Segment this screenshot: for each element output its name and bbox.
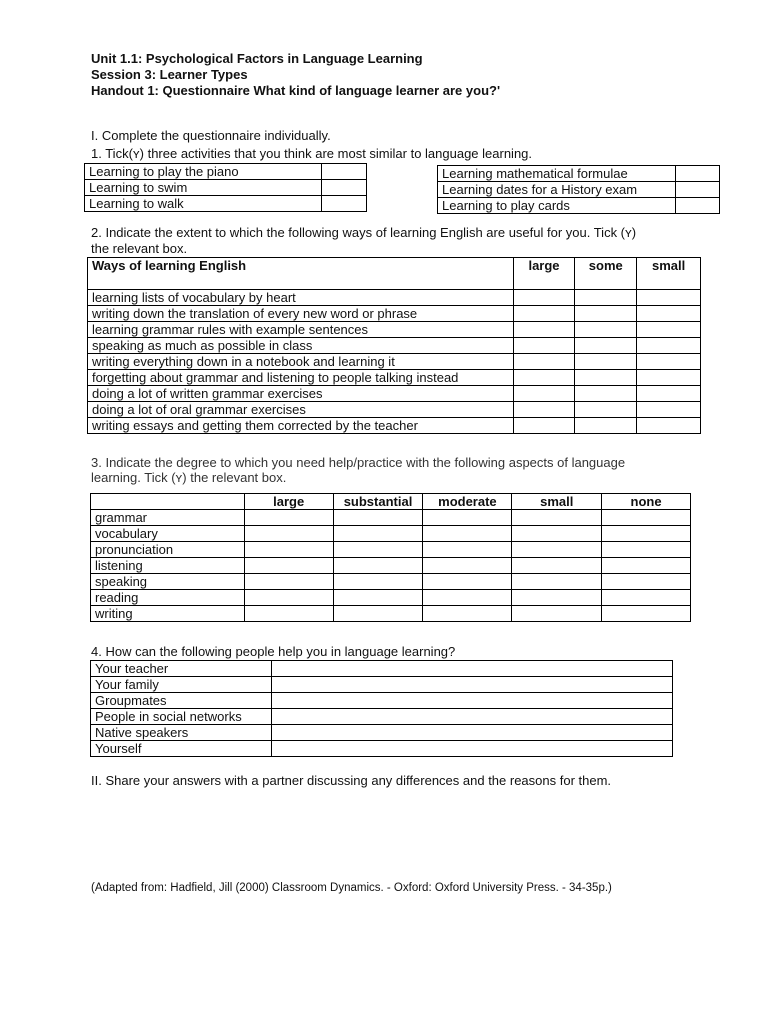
tick-box[interactable] xyxy=(637,290,701,306)
table-row xyxy=(91,590,691,606)
table-row xyxy=(91,725,673,741)
unit-title: Unit 1.1: Psychological Factors in Language Learning xyxy=(91,51,423,66)
tick-box[interactable] xyxy=(513,338,575,354)
tick-box[interactable] xyxy=(513,418,575,434)
aspect-label: listening xyxy=(91,558,245,574)
tick-box[interactable] xyxy=(675,166,720,182)
tick-box[interactable] xyxy=(637,306,701,322)
table-row xyxy=(91,526,691,542)
tick-box[interactable] xyxy=(575,338,637,354)
tick-box[interactable] xyxy=(575,418,637,434)
tick-box[interactable] xyxy=(575,322,637,338)
table-row xyxy=(438,182,720,198)
way-label: writing everything down in a notebook and learning it xyxy=(88,354,514,370)
tick-box[interactable] xyxy=(575,386,637,402)
tick-box[interactable] xyxy=(423,526,512,542)
tick-box[interactable] xyxy=(575,290,637,306)
part1-heading: I. Complete the questionnaire individually. xyxy=(91,128,331,143)
tick-box[interactable] xyxy=(512,590,602,606)
tick-box[interactable] xyxy=(244,574,333,590)
table-row xyxy=(88,402,701,418)
col-header-ways: Ways of learning English xyxy=(88,258,514,290)
tick-box[interactable] xyxy=(602,606,691,622)
tick-box[interactable] xyxy=(637,418,701,434)
handout-title: Handout 1: Questionnaire What kind of language learner are you?' xyxy=(91,83,501,98)
tick-box[interactable] xyxy=(513,290,575,306)
tick-box[interactable] xyxy=(513,354,575,370)
col-header-none: none xyxy=(602,494,691,510)
way-label: writing down the translation of every new word or phrase xyxy=(88,306,514,322)
answer-cell[interactable] xyxy=(271,677,672,693)
table-row xyxy=(88,306,701,322)
tick-box[interactable] xyxy=(512,542,602,558)
source-citation: (Adapted from: Hadfield, Jill (2000) Classroom Dynamics. - Oxford: Oxford University Press. - 34-35p.) xyxy=(91,882,612,894)
aspect-label: grammar xyxy=(91,510,245,526)
activity-label: Learning to play the piano xyxy=(85,164,322,180)
tick-box[interactable] xyxy=(423,558,512,574)
tick-box[interactable] xyxy=(423,590,512,606)
answer-cell[interactable] xyxy=(271,741,672,757)
activity-label: Learning mathematical formulae xyxy=(438,166,676,182)
q2-text-line2: the relevant box. xyxy=(91,241,188,256)
way-label: learning lists of vocabulary by heart xyxy=(88,290,514,306)
tick-box[interactable] xyxy=(637,322,701,338)
tick-box[interactable] xyxy=(322,180,367,196)
tick-box[interactable] xyxy=(512,510,602,526)
person-label: Yourself xyxy=(91,741,272,757)
col-header-moderate: moderate xyxy=(423,494,512,510)
q2-table xyxy=(87,257,701,434)
tick-box[interactable] xyxy=(244,606,333,622)
tick-box[interactable] xyxy=(637,338,701,354)
tick-box[interactable] xyxy=(602,590,691,606)
table-row xyxy=(88,418,701,434)
table-row xyxy=(91,558,691,574)
way-label: speaking as much as possible in class xyxy=(88,338,514,354)
q4-text: 4. How can the following people help you in language learning? xyxy=(91,644,456,659)
tick-box[interactable] xyxy=(513,402,575,418)
tick-box[interactable] xyxy=(602,558,691,574)
table-row xyxy=(438,198,720,214)
tick-box[interactable] xyxy=(512,526,602,542)
table-row xyxy=(91,510,691,526)
col-header-small: small xyxy=(637,258,701,290)
person-label: Native speakers xyxy=(91,725,272,741)
tick-box[interactable] xyxy=(333,542,423,558)
way-label: doing a lot of oral grammar exercises xyxy=(88,402,514,418)
tick-box[interactable] xyxy=(575,354,637,370)
tick-box[interactable] xyxy=(423,606,512,622)
tick-box[interactable] xyxy=(512,558,602,574)
person-label: Your teacher xyxy=(91,661,272,677)
activity-label: Learning to swim xyxy=(85,180,322,196)
table-row xyxy=(438,166,720,182)
activity-label: Learning to play cards xyxy=(438,198,676,214)
answer-cell[interactable] xyxy=(271,661,672,677)
q2-text-line1: 2. Indicate the extent to which the following ways of learning English are useful for you. Tick (ʏ) xyxy=(91,225,637,240)
tick-box[interactable] xyxy=(675,198,720,214)
tick-box[interactable] xyxy=(513,322,575,338)
col-header-large: large xyxy=(513,258,575,290)
tick-box[interactable] xyxy=(244,526,333,542)
q1-left-table xyxy=(84,163,367,212)
table-row xyxy=(88,370,701,386)
activity-label: Learning to walk xyxy=(85,196,322,212)
tick-box[interactable] xyxy=(244,558,333,574)
col-header-some: some xyxy=(575,258,637,290)
tick-box[interactable] xyxy=(512,606,602,622)
aspect-label: reading xyxy=(91,590,245,606)
table-row xyxy=(88,338,701,354)
tick-box[interactable] xyxy=(333,590,423,606)
col-header-small: small xyxy=(512,494,602,510)
tick-box[interactable] xyxy=(637,402,701,418)
tick-box[interactable] xyxy=(423,574,512,590)
col-header-substantial: substantial xyxy=(333,494,423,510)
tick-box[interactable] xyxy=(244,510,333,526)
tick-box[interactable] xyxy=(322,196,367,212)
aspect-label: pronunciation xyxy=(91,542,245,558)
tick-box[interactable] xyxy=(637,370,701,386)
tick-box[interactable] xyxy=(513,370,575,386)
way-label: learning grammar rules with example sentences xyxy=(88,322,514,338)
table-row xyxy=(91,661,673,677)
tick-box[interactable] xyxy=(244,590,333,606)
way-label: forgetting about grammar and listening to people talking instead xyxy=(88,370,514,386)
tick-box[interactable] xyxy=(423,542,512,558)
person-label: People in social networks xyxy=(91,709,272,725)
table-row xyxy=(88,290,701,306)
way-label: writing essays and getting them corrected by the teacher xyxy=(88,418,514,434)
table-row xyxy=(91,574,691,590)
table-row xyxy=(88,386,701,402)
tick-box[interactable] xyxy=(423,510,512,526)
person-label: Groupmates xyxy=(91,693,272,709)
q3-text-line2: learning. Tick (ʏ) the relevant box. xyxy=(91,470,287,485)
col-header-large: large xyxy=(244,494,333,510)
tick-box[interactable] xyxy=(575,402,637,418)
tick-box[interactable] xyxy=(333,606,423,622)
way-label: doing a lot of written grammar exercises xyxy=(88,386,514,402)
table-row xyxy=(88,354,701,370)
part2-text: II. Share your answers with a partner discussing any differences and the reasons for them. xyxy=(91,773,612,788)
q3-table xyxy=(90,493,691,622)
tick-box[interactable] xyxy=(575,370,637,386)
table-row xyxy=(91,741,673,757)
table-row xyxy=(91,677,673,693)
tick-box[interactable] xyxy=(333,526,423,542)
session-title: Session 3: Learner Types xyxy=(91,67,248,82)
tick-box[interactable] xyxy=(333,574,423,590)
aspect-label: vocabulary xyxy=(91,526,245,542)
table-header-row xyxy=(88,258,701,290)
table-row xyxy=(91,693,673,709)
tick-box[interactable] xyxy=(602,526,691,542)
table-row xyxy=(91,542,691,558)
table-row xyxy=(85,196,367,212)
tick-box[interactable] xyxy=(513,386,575,402)
tick-box[interactable] xyxy=(513,306,575,322)
activity-label: Learning dates for a History exam xyxy=(438,182,676,198)
answer-cell[interactable] xyxy=(271,693,672,709)
table-header-row xyxy=(91,494,691,510)
tick-box[interactable] xyxy=(637,386,701,402)
tick-box[interactable] xyxy=(602,574,691,590)
aspect-label: writing xyxy=(91,606,245,622)
q1-right-table xyxy=(437,165,720,214)
table-row xyxy=(85,164,367,180)
tick-box[interactable] xyxy=(244,542,333,558)
tick-box[interactable] xyxy=(637,354,701,370)
tick-box[interactable] xyxy=(333,558,423,574)
q1-text: 1. Tick(ʏ) three activities that you think are most similar to language learning. xyxy=(91,146,533,161)
table-row xyxy=(91,606,691,622)
tick-box[interactable] xyxy=(512,574,602,590)
q3-text-line1: 3. Indicate the degree to which you need help/practice with the following aspects of language xyxy=(91,455,626,470)
col-header-blank xyxy=(91,494,245,510)
answer-cell[interactable] xyxy=(271,709,672,725)
tick-box[interactable] xyxy=(575,306,637,322)
tick-box[interactable] xyxy=(333,510,423,526)
tick-box[interactable] xyxy=(322,164,367,180)
tick-box[interactable] xyxy=(602,510,691,526)
table-row xyxy=(88,322,701,338)
q4-table xyxy=(90,660,673,757)
table-row xyxy=(91,709,673,725)
answer-cell[interactable] xyxy=(271,725,672,741)
tick-box[interactable] xyxy=(675,182,720,198)
aspect-label: speaking xyxy=(91,574,245,590)
table-row xyxy=(85,180,367,196)
person-label: Your family xyxy=(91,677,272,693)
tick-box[interactable] xyxy=(602,542,691,558)
